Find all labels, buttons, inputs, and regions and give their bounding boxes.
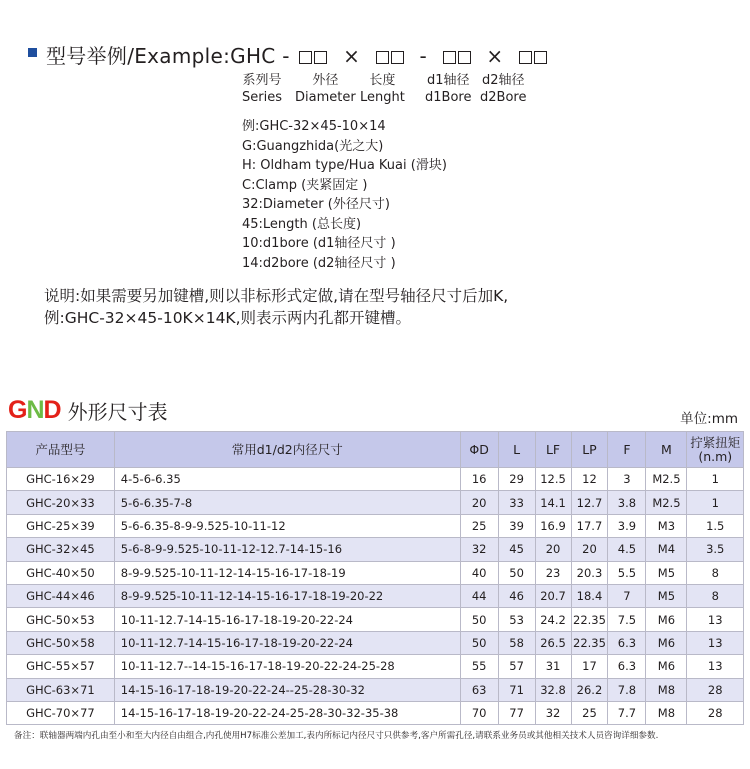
label-diameter: 外径 Diameter <box>295 73 356 105</box>
model-example-title: 型号举例/Example:GHC - <box>46 44 290 68</box>
table-row: GHC-20×33 5-6-6.35-7-8 20 33 14.1 12.7 3.8 M2.5 1 <box>7 491 744 514</box>
times-sign-2: × <box>486 44 504 68</box>
dimension-table-header <box>8 396 168 425</box>
keyway-note-line1: 说明:如果需要另加键槽,则以非标形式定做,请在型号轴径尺寸后加K, <box>44 287 509 305</box>
table-row: GHC-50×53 10-11-12.7-14-15-16-17-18-19-20-22-24 50 53 24.2 22.35 7.5 M6 13 <box>7 608 744 631</box>
unit-label: 单位:mm <box>680 411 738 427</box>
table-row: GHC-44×46 8-9-9.525-10-11-12-14-15-16-17-18-19-20-22 44 46 20.7 18.4 7 M5 8 <box>7 584 744 607</box>
header-f: F <box>608 432 646 468</box>
bullet-square <box>28 48 37 57</box>
example-line: 32:Diameter (外径尺寸) <box>242 197 390 212</box>
example-line: C:Clamp (夹紧固定 ) <box>242 177 368 193</box>
header-l: L <box>498 432 535 468</box>
d1-placeholder-boxes <box>442 51 472 64</box>
gnd-logo-g: G <box>8 396 27 424</box>
table-row: GHC-40×50 8-9-9.525-10-11-12-14-15-16-17-18-19 40 50 23 20.3 5.5 M5 8 <box>7 561 744 584</box>
header-m: M <box>646 432 687 468</box>
example-line: G:Guangzhida(光之大) <box>242 138 384 154</box>
table-header-row <box>7 432 744 468</box>
label-series: 系列号 Series <box>242 73 282 105</box>
header-model: 产品型号 <box>7 432 115 468</box>
label-d1bore: d1轴径 d1Bore <box>425 73 472 105</box>
table-row: GHC-32×45 5-6-8-9-9.525-10-11-12-12.7-14-15-16 32 45 20 20 4.5 M4 3.5 <box>7 538 744 561</box>
example-line: 14:d2bore (d2轴径尺寸 ) <box>242 255 396 271</box>
times-sign: × <box>343 44 361 68</box>
example-line: H: Oldham type/Hua Kuai (滑块) <box>242 158 447 173</box>
table-row: GHC-63×71 14-15-16-17-18-19-20-22-24--25-28-30-32 63 71 32.8 26.2 7.8 M8 28 <box>7 678 744 701</box>
table-row: GHC-16×29 4-5-6-6.35 16 29 12.5 12 3 M2.5 1 <box>7 468 744 491</box>
table-row: GHC-70×77 14-15-16-17-18-19-20-22-24-25-28-30-32-35-38 70 77 32 25 7.7 M8 28 <box>7 701 744 724</box>
gnd-logo-n: N <box>26 396 44 424</box>
dash-sign: - <box>419 44 428 68</box>
model-example-heading <box>46 40 550 69</box>
length-placeholder-boxes <box>375 51 405 64</box>
label-length: 长度 Lenght <box>360 73 405 105</box>
keyway-note <box>44 285 508 329</box>
example-line: 例:GHC-32×45-10×14 <box>242 119 386 134</box>
table-row: GHC-50×58 10-11-12.7-14-15-16-17-18-19-20-22-24 50 58 26.5 22.35 6.3 M6 13 <box>7 631 744 654</box>
example-line: 10:d1bore (d1轴径尺寸 ) <box>242 236 396 251</box>
example-explanation-list <box>242 117 447 273</box>
d2-placeholder-boxes <box>518 51 548 64</box>
header-od: ΦD <box>460 432 498 468</box>
table-row: GHC-55×57 10-11-12.7--14-15-16-17-18-19-20-22-24-25-28 55 57 31 17 6.3 M6 13 <box>7 655 744 678</box>
header-torque: 拧紧扭矩 (n.m) <box>687 432 744 468</box>
header-lf: LF <box>535 432 571 468</box>
header-bores: 常用d1/d2内径尺寸 <box>114 432 460 468</box>
gnd-logo-d: D <box>43 396 62 424</box>
diameter-placeholder-boxes <box>298 51 328 64</box>
table-footnote: 备注：联轴器两端内孔由至小和至大内径自由组合,内孔使用H7标准公差加工,表内所标记内径尺寸只供参考,客户所需孔径,请联系业务员或其他相关技术人员咨询详细参数. <box>14 731 659 741</box>
dimension-table-title: 外形尺寸表 <box>67 400 168 424</box>
dimension-table <box>6 431 744 725</box>
label-d2bore: d2轴径 d2Bore <box>480 73 527 105</box>
keyway-note-line2: 例:GHC-32×45-10K×14K,则表示两内孔都开键槽。 <box>44 309 412 327</box>
example-line: 45:Length (总长度) <box>242 216 362 232</box>
table-row: GHC-25×39 5-6-6.35-8-9-9.525-10-11-12 25 39 16.9 17.7 3.9 M3 1.5 <box>7 514 744 537</box>
header-lp: LP <box>571 432 608 468</box>
